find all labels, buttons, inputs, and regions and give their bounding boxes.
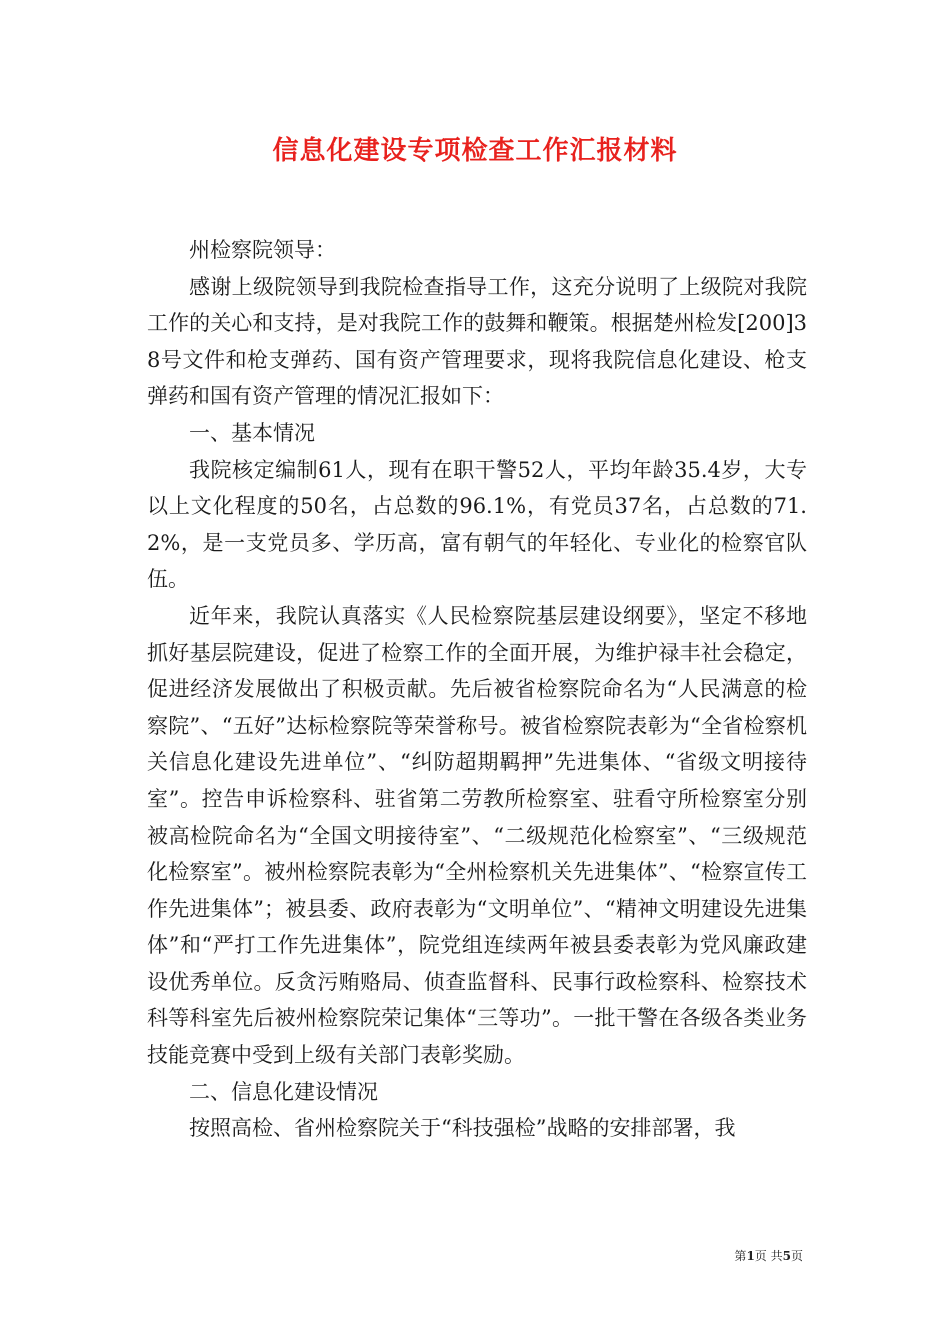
- footer-current-page: 1: [746, 1249, 755, 1263]
- informatization-paragraph: 按照高检、省州检察院关于“科技强检”战略的安排部署，我: [189, 1116, 736, 1141]
- section-heading-informatization: 二、信息化建设情况: [189, 1079, 378, 1104]
- salutation: 州检察院领导：: [189, 238, 336, 262]
- page-title: 信息化建设专项检查工作汇报材料: [272, 136, 678, 166]
- footer-total-pages: 5: [782, 1249, 791, 1263]
- intro-paragraph: 感谢上级院领导到我院检查指导工作，这充分说明了上级院对我院工作的关心和支持，是对我院工作的鼓舞和鞭策。根据楚州检发[200]38号文件和枪支弹药、国有资产管理要求，现将我院信息化建设、枪支弹药和国有资产管理的情况汇报如下：: [147, 274, 807, 409]
- footer-middle: 页 共: [754, 1249, 783, 1263]
- section-heading-basic-info: 一、基本情况: [189, 420, 315, 445]
- footer-suffix: 页: [790, 1249, 803, 1263]
- page-number-footer: [0, 1247, 803, 1264]
- staffing-paragraph: 我院核定编制61人，现有在职干警52人，平均年龄35.4岁，大专以上文化程度的50名，占总数的96.1%，有党员37名，占总数的71.2%，是一支党员多、学历高，富有朝气的年轻化、专业化的检察官队伍。: [147, 457, 807, 592]
- footer-prefix: 第: [734, 1249, 747, 1263]
- document-body: [147, 232, 807, 1147]
- achievements-paragraph: 近年来，我院认真落实《人民检察院基层建设纲要》，坚定不移地抓好基层院建设，促进了检察工作的全面开展，为维护禄丰社会稳定，促进经济发展做出了积极贡献。先后被省检察院命名为“人民满意的检察院”、“五好”达标检察院等荣誉称号。被省检察院表彰为“全省检察机关信息化建设先进单位”、“纠防超期羁押”先进集体、“省级文明接待室”。控告申诉检察科、驻省第二劳教所检察室、驻看守所检察室分别被高检院命名为“全国文明接待室”、“二级规范化检察室”、“三级规范化检察室”。被州检察院表彰为“全州检察机关先进集体”、“检察宣传工作先进集体”；被县委、政府表彰为“文明单位”、“精神文明建设先进集体”和“严打工作先进集体”，院党组连续两年被县委表彰为党风廉政建设优秀单位。反贪污贿赂局、侦查监督科、民事行政检察科、检察技术科等科室先后被州检察院荣记集体“三等功”。一批干警在各级各类业务技能竞赛中受到上级有关部门表彰奖励。: [147, 603, 807, 1068]
